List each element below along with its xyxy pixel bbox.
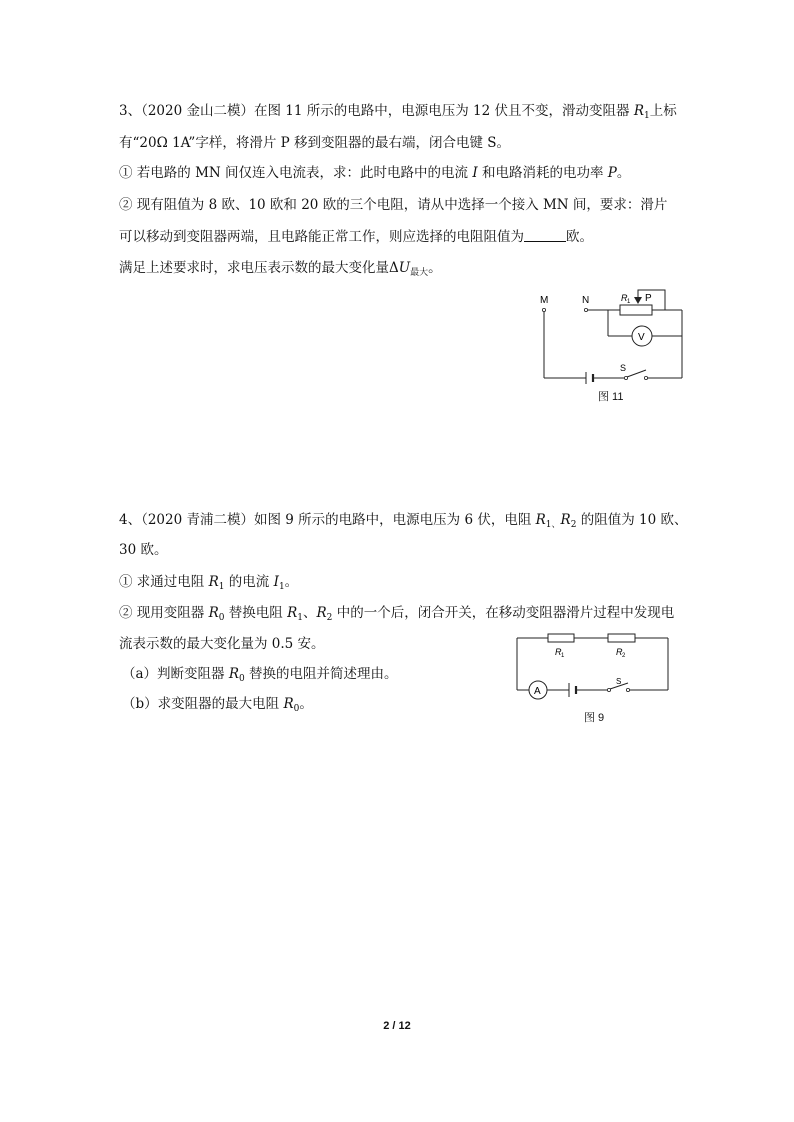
label-p: P	[645, 293, 652, 304]
q4-line-7: （b）求变阻器的最大电阻 $R_0$。	[122, 696, 313, 714]
figure-11-caption: 图 11	[598, 391, 624, 403]
answer-blank[interactable]	[524, 229, 566, 242]
q3-line-1: 3、（2020 金山二模）在图 11 所示的电路中，电源电压为 12 伏且不变，滑动变阻器 $R_1$上标	[119, 103, 677, 121]
resistor-r2	[608, 634, 635, 642]
figure-11-circuit	[540, 288, 690, 392]
label-s: S	[616, 677, 622, 686]
label-r1: R	[621, 293, 628, 303]
q3-line-5: 可以移动到变阻器两端，且电路能正常工作，则应选择的电阻阻值为 欧。	[119, 229, 593, 245]
switch-contact-right	[644, 376, 647, 379]
rheostat-r1	[620, 305, 652, 315]
q3-line-4: ② 现有阻值为 8 欧、10 欧和 20 欧的三个电阻，请从中选择一个接入 MN 间，要求：滑片	[119, 197, 668, 213]
q3-line-6: 满足上述要求时，求电压表示数的最大变化量$\Delta U_{最大}$。	[119, 260, 442, 278]
switch-contact-right	[626, 688, 629, 691]
resistor-r1	[548, 634, 574, 642]
q4-line-1: 4、（2020 青浦二模）如图 9 所示的电路中，电源电压为 6 伏，电阻 $R_{1、}R_2$ 的阻值为 10 欧、	[119, 512, 688, 530]
q4-line-3: ① 求通过电阻 $R_1$ 的电流 $I_1$。	[119, 574, 299, 592]
label-s: S	[620, 363, 627, 373]
label-n: N	[582, 295, 590, 306]
page-number: 2 / 12	[383, 1020, 411, 1032]
q3-line-3: ① 若电路的 MN 间仅连入电流表，求：此时电路中的电流 I 和电路消耗的电功率 P。	[119, 165, 631, 181]
label-r1-sub: 1	[561, 653, 565, 659]
label-r1-sub: 1	[627, 299, 631, 305]
figure-9-caption: 图 9	[584, 712, 605, 724]
q4-line-6: （a）判断变阻器 $R_0$ 替换的电阻并简述理由。	[122, 666, 398, 684]
label-r2-sub: 2	[622, 653, 626, 659]
label-r1: R	[555, 647, 562, 657]
q4-line-4: ② 现用变阻器 $R_0$ 替换电阻 $R_1$、$R_2$ 中的一个后，闭合开关，在移动变阻器滑片过程中发现电	[119, 605, 675, 623]
label-r2: R	[616, 647, 623, 657]
label-m: M	[540, 295, 549, 306]
q4-line-2: 30 欧。	[119, 542, 168, 558]
figure-9-circuit	[512, 628, 674, 704]
terminal-m	[542, 308, 545, 311]
switch-blade	[627, 370, 646, 377]
q4-line-5: 流表示数的最大变化量为 0.5 安。	[119, 636, 325, 652]
terminal-n	[584, 308, 587, 311]
q3-line-2: 有“20Ω 1A”字样，将滑片 P 移到变阻器的最右端，闭合电键 S。	[119, 135, 511, 151]
slider-arrow	[634, 297, 642, 304]
label-v: V	[638, 332, 645, 343]
label-a: A	[534, 686, 541, 697]
